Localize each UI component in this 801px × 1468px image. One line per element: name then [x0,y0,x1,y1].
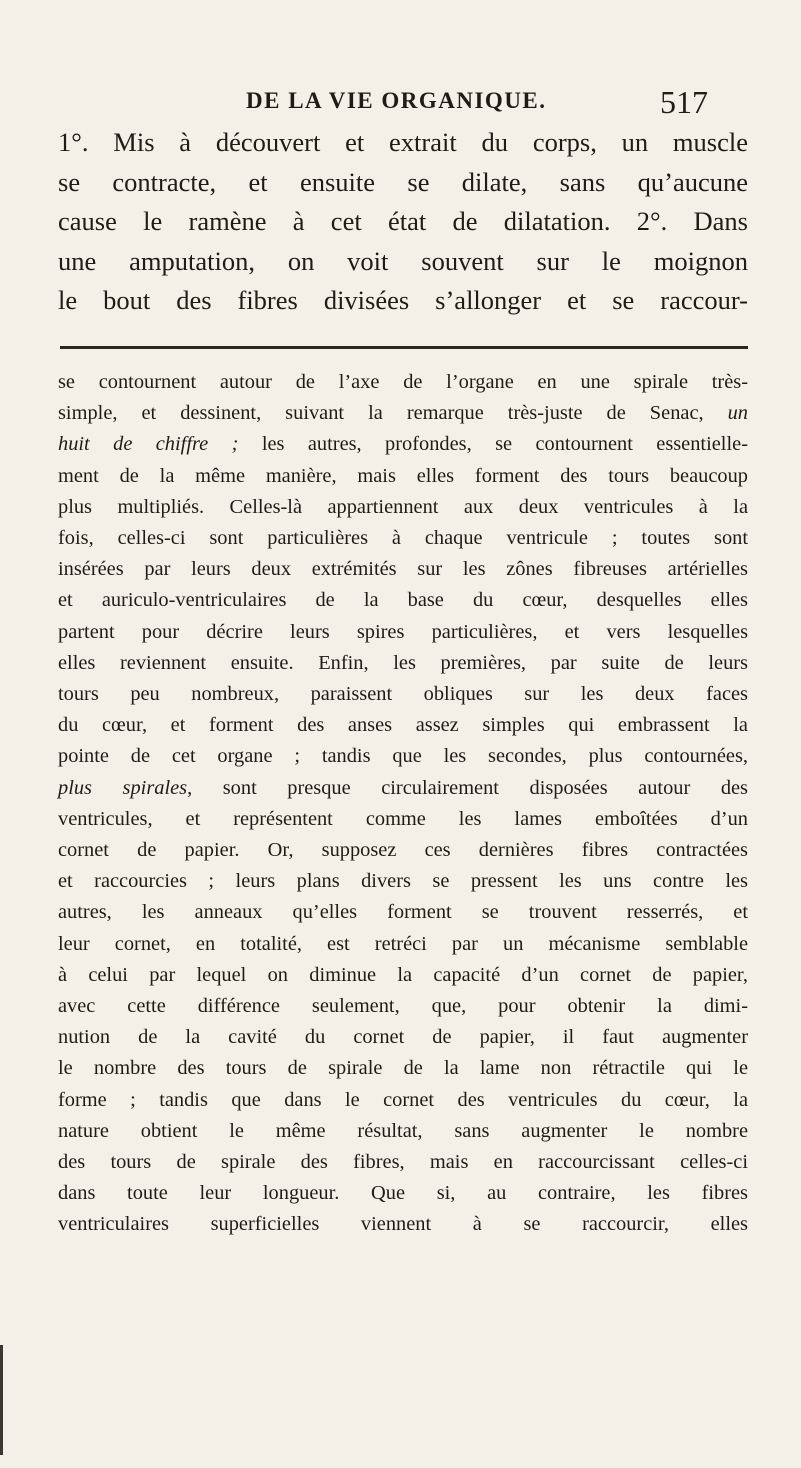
note-line: forme ; tandis que dans le cornet des ventricules du cœur, la [58,1088,748,1111]
note-line: autres, les anneaux qu’elles forment se trouvent resserrés, et [58,901,748,924]
note-italic: plus spirales [58,776,188,799]
note-line: à celui par lequel on diminue la capacité d’un cornet de papier, [58,963,748,986]
main-text [58,123,748,321]
note-italic: huit de chiffre ; [58,433,239,456]
note-line: ventricules, et représentent comme les lames emboîtées d’un [58,807,748,830]
footnote-rule [60,346,748,349]
page-edge-mark [0,1345,3,1455]
running-title: DE LA VIE ORGANIQUE. [246,88,547,113]
note-line: tours peu nombreux, paraissent obliques sur les deux faces [58,683,748,706]
note-line: leur cornet, en totalité, est retréci par un mécanisme semblable [58,932,748,955]
note-line [58,773,748,804]
note-line: nature obtient le même résultat, sans augmenter le nombre [58,1119,748,1142]
note-line: pointe de cet organe ; tandis que les secondes, plus contournées, [58,745,748,768]
page-header [0,84,801,124]
note-line: dans toute leur longueur. Que si, au contraire, les fibres [58,1182,748,1205]
main-line: se contracte, et ensuite se dilate, sans qu’aucune [58,166,748,197]
note-line: du cœur, et forment des anses assez simples qui embrassent la [58,714,748,737]
note-line: ment de la même manière, mais elles forment des tours beaucoup [58,464,748,487]
note-text: , sont presque circulairement disposées autour des [187,776,748,799]
note-line: le nombre des tours de spirale de la lame non rétractile qui le [58,1057,748,1080]
note-line: cornet de papier. Or, supposez ces dernières fibres contractées [58,839,748,862]
note-line: se contournent autour de l’axe de l’organe en une spirale très- [58,371,748,393]
note-line: fois, celles-ci sont particulières à chaque ventricule ; toutes sont [58,527,748,550]
footnote-text [58,367,748,1241]
page-number: 517 [660,84,708,120]
note-line: partent pour décrire leurs spires particulières, et vers lesquelles [58,620,748,643]
note-line: et raccourcies ; leurs plans divers se pressent les uns contre les [58,870,748,893]
main-line: 1°. Mis à découvert et extrait du corps, un muscle [58,127,748,157]
note-line: des tours de spirale des fibres, mais en raccourcissant celles-ci [58,1151,748,1174]
note-line: ventriculaires superficielles viennent à se raccourcir, elles [58,1213,748,1236]
note-line [58,429,748,460]
main-line: le bout des fibres divisées s’allonger et se raccour- [58,285,748,316]
note-line: nution de la cavité du cornet de papier, il faut augmenter [58,1026,748,1049]
note-line: avec cette différence seulement, que, pour obtenir la dimi- [58,995,748,1018]
note-italic: un [727,402,748,425]
note-line: insérées par leurs deux extrémités sur les zônes fibreuses artérielles [58,558,748,581]
note-text: les autres, profondes, se contournent essentielle- [261,433,748,456]
note-text: simple, et dessinent, suivant la remarque très-juste de Senac, [58,402,704,425]
main-line: une amputation, on voit souvent sur le moignon [58,245,748,276]
note-line: et auriculo-ventriculaires de la base du cœur, desquelles elles [58,589,748,612]
note-line [58,398,748,429]
note-line: elles reviennent ensuite. Enfin, les premières, par suite de leurs [58,651,748,674]
note-line: plus multipliés. Celles-là appartiennent aux deux ventricules à la [58,495,748,518]
main-line: cause le ramène à cet état de dilatation. 2°. Dans [58,206,748,237]
